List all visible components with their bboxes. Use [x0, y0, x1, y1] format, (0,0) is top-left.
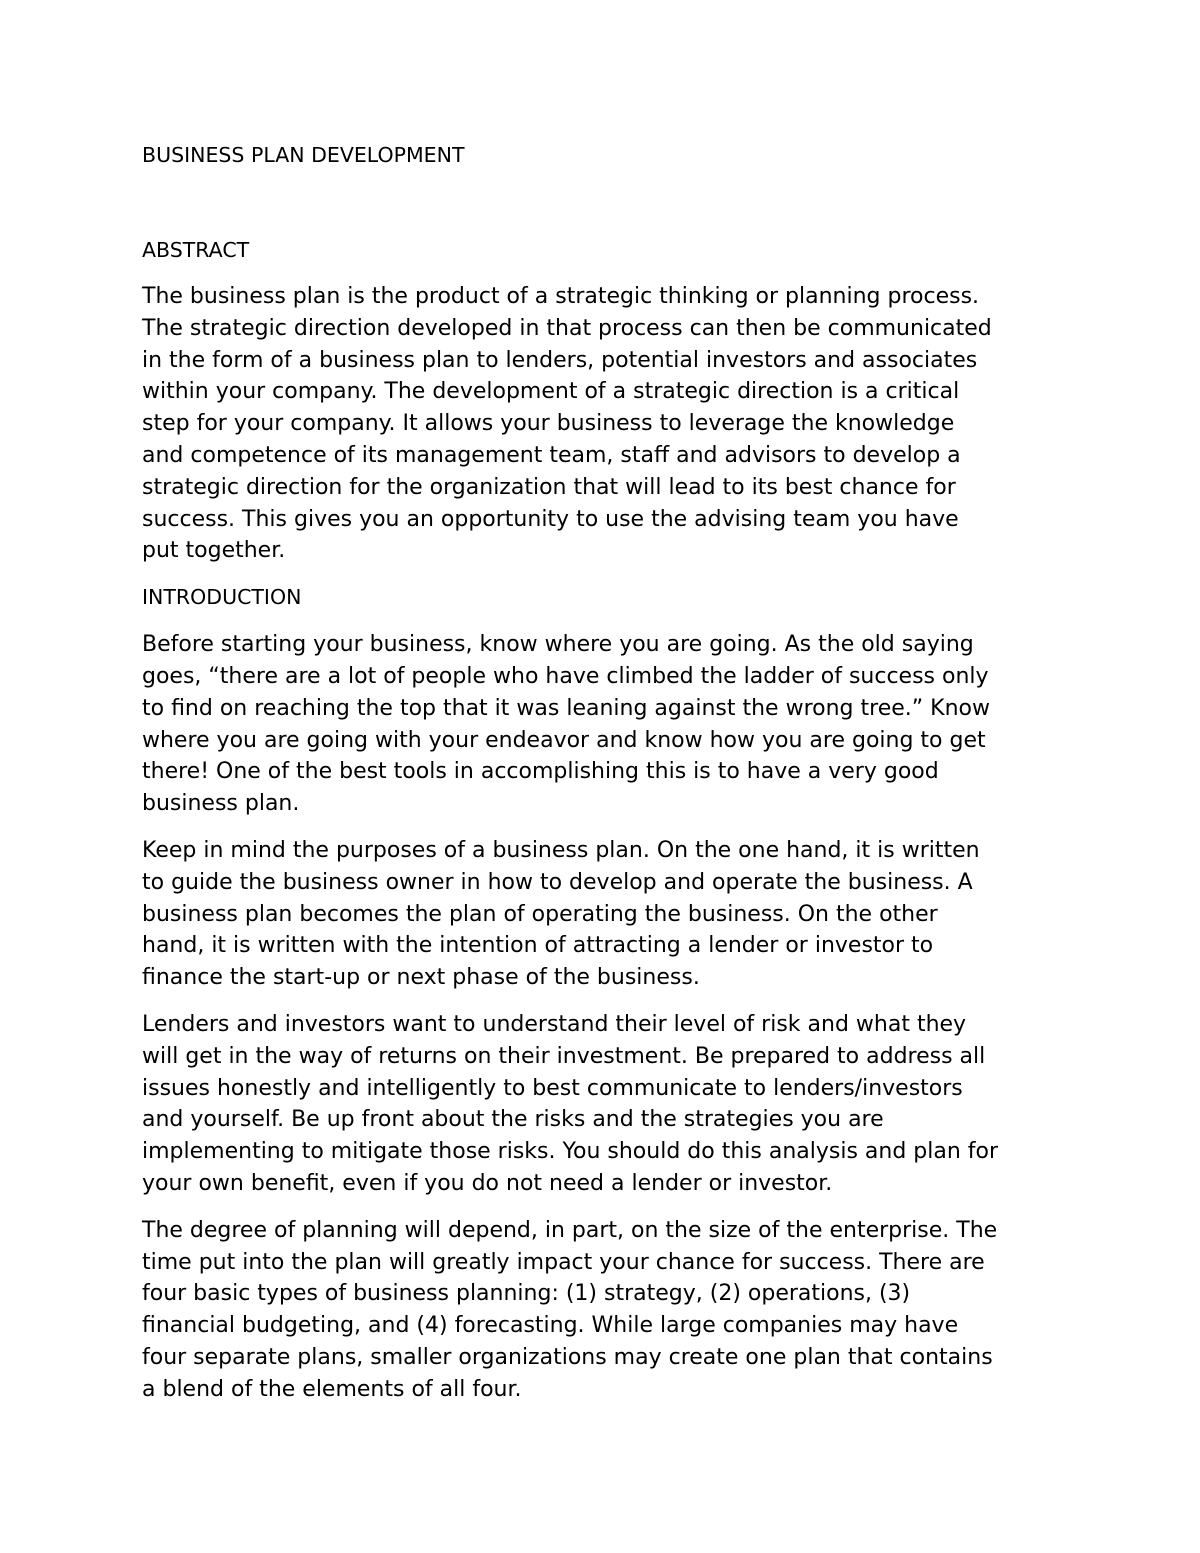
text-line: finance the start-up or next phase of the business. [142, 965, 700, 991]
document-title: BUSINESS PLAN DEVELOPMENT [142, 143, 465, 167]
text-line: your own benefit, even if you do not need a lender or investor. [142, 1170, 833, 1196]
text-line: Keep in mind the purposes of a business plan. On the one hand, it is written [142, 837, 980, 863]
text-line: Lenders and investors want to understand their level of risk and what they [142, 1011, 967, 1037]
text-line: success. This gives you an opportunity to use the advising team you have [142, 506, 959, 532]
introduction-paragraph-4 [142, 1215, 1067, 1406]
text-line: will get in the way of returns on their investment. Be prepared to address all [142, 1043, 986, 1069]
introduction-paragraph-3 [142, 1009, 1067, 1200]
text-line: financial budgeting, and (4) forecasting. While large companies may have [142, 1313, 959, 1339]
introduction-heading: INTRODUCTION [142, 585, 302, 610]
text-line: four separate plans, smaller organizations may create one plan that contains [142, 1344, 993, 1370]
text-line: time put into the plan will greatly impact your chance for success. There are [142, 1249, 985, 1275]
text-line: The business plan is the product of a strategic thinking or planning process. [142, 284, 980, 309]
text-line: Before starting your business, know where you are going. As the old saying [142, 632, 974, 658]
text-line: implementing to mitigate those risks. You should do this analysis and plan for [142, 1139, 999, 1165]
text-line: four basic types of business planning: (1) strategy, (2) operations, (3) [142, 1281, 911, 1307]
text-line: issues honestly and intelligently to best communicate to lenders/investors [142, 1075, 963, 1101]
text-line: and yourself. Be up front about the risks and the strategies you are [142, 1107, 884, 1133]
text-line: business plan. [142, 791, 300, 817]
text-line: put together. [142, 538, 286, 564]
text-line: in the form of a business plan to lenders, potential investors and associates [142, 347, 978, 373]
text-line: a blend of the elements of all four. [142, 1376, 522, 1402]
abstract-heading: ABSTRACT [142, 238, 250, 262]
text-line: The degree of planning will depend, in part, on the size of the enterprise. The [142, 1217, 998, 1243]
text-line: to find on reaching the top that it was leaning against the wrong tree.” Know [142, 695, 990, 721]
text-line: within your company. The development of a strategic direction is a critical [142, 379, 960, 405]
text-line: step for your company. It allows your business to leverage the knowledge [142, 411, 955, 437]
text-line: there! One of the best tools in accomplishing this is to have a very good [142, 759, 939, 785]
introduction-paragraph-1 [142, 629, 1067, 820]
text-line: to guide the business owner in how to develop and operate the business. A [142, 869, 973, 895]
text-line: hand, it is written with the intention of attracting a lender or investor to [142, 933, 934, 959]
text-line: goes, “there are a lot of people who have climbed the ladder of success only [142, 663, 989, 689]
text-line: The strategic direction developed in that process can then be communicated [142, 315, 992, 341]
abstract-paragraph [142, 281, 1067, 567]
text-line: strategic direction for the organization that will lead to its best chance for [142, 474, 956, 500]
text-line: business plan becomes the plan of operating the business. On the other [142, 901, 938, 927]
introduction-paragraph-2 [142, 835, 1067, 994]
document-body [142, 140, 1067, 1406]
text-line: and competence of its management team, staff and advisors to develop a [142, 442, 961, 468]
text-line: where you are going with your endeavor and know how you are going to get [142, 727, 986, 753]
